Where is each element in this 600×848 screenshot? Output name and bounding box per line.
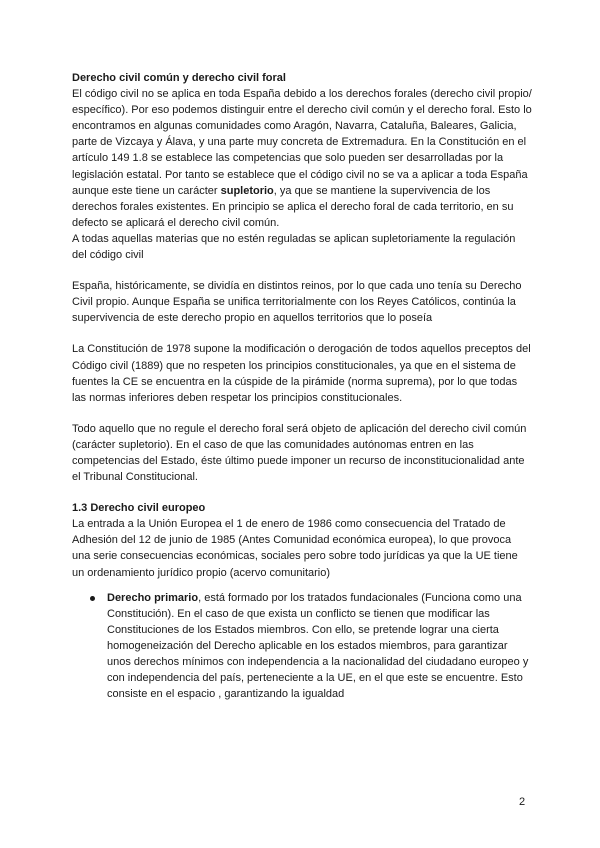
paragraph-historia: España, históricamente, se dividía en distintos reinos, por lo que cada uno tenía su Derecho Civil propio. Aunque España se unifica territorialmente con los Reyes Católicos, continúa la supervivencia de este derecho propio en aquellos territorios que lo poseía <box>72 280 522 325</box>
paragraph-supletoriamente: A todas aquellas materias que no estén reguladas se aplican supletoriamente la regulación del código civil <box>72 232 516 262</box>
bold-term-derecho-primario: Derecho primario <box>107 591 199 604</box>
list-item <box>72 590 532 703</box>
paragraph-constitucion-1978: La Constitución de 1978 supone la modificación o derogación de todos aquellos preceptos del Código civil (1889) que no respeten los principios constitucionales, ya que en el sistema de fuentes la CE se encuentra en la cúspide de la pirámide (norma suprema), por lo que todas las normas inferiores deben respetar los principios constitucionales. <box>72 343 531 404</box>
page-number: 2 <box>519 796 526 808</box>
page-content <box>72 70 532 702</box>
section-heading-derecho-civil-comun: Derecho civil común y derecho civil foral <box>72 72 286 84</box>
bullet-list <box>72 590 532 703</box>
paragraph-derecho-foral-supletorio: Todo aquello que no regule el derecho foral será objeto de aplicación del derecho civil común (carácter supletorio). En el caso de que las comunidades autónomas entren en las competencias del Estado, éste último puede imponer un recurso de inconstitucionalidad ante el Tribunal Constitucional. <box>72 422 527 484</box>
paragraph-text: , ya que se mantiene la supervivencia de los derechos forales existentes. En principio se aplica el derecho foral de cada territorio, en su defecto se aplicará el derecho civil común. <box>72 184 514 229</box>
bullet-icon <box>90 596 95 601</box>
bold-term-supletorio: supletorio <box>220 184 274 197</box>
paragraph-union-europea: La entrada a la Unión Europea el 1 de enero de 1986 como consecuencia del Tratado de Adhesión del 12 de junio de 1985 (Antes Comunidad económica europea), lo que provoca una serie consecuencias económicas, sociales pero sobre todo jurídicas ya que la UE tiene un ordenamiento jurídico propio (acervo comunitario) <box>72 518 518 579</box>
list-item-text: , está formado por los tratados fundacionales (Funciona como una Constitución). En el caso de que exista un conflicto se tienen que modificar las Constituciones de los Estados miembros. Con ello, se pretende lograr una cierta homogeneización del Derecho aplicable en los estados miembros, para garantizar unos derechos mínimos con independencia a la nacionalidad del ciudadano europeo y con independencia del país, perteneciente a la UE, en el que este se encuentre. Esto consiste en el espacio , garantizando la igualdad <box>107 591 529 701</box>
paragraph-text: El código civil no se aplica en toda España debido a los derechos forales (derecho civil propio/ específico). Por eso podemos distinguir entre el derecho civil común y el derecho foral. Esto lo encontramos en algunas comunidades como Aragón, Navarra, Cataluña, Baleares, Galicia, parte de Vizcaya y Álava, y una parte muy concreta de Extremadura. En la Constitución en el artículo 149 1.8 se establece las competencias que solo pueden ser desarrolladas por la legislación estatal. Por tanto se establece que el código civil no se va a aplicar a toda España aunque este tiene un carácter <box>72 88 532 197</box>
paragraph-foral-intro <box>72 86 532 231</box>
section-heading-derecho-civil-europeo: 1.3 Derecho civil europeo <box>72 502 206 515</box>
